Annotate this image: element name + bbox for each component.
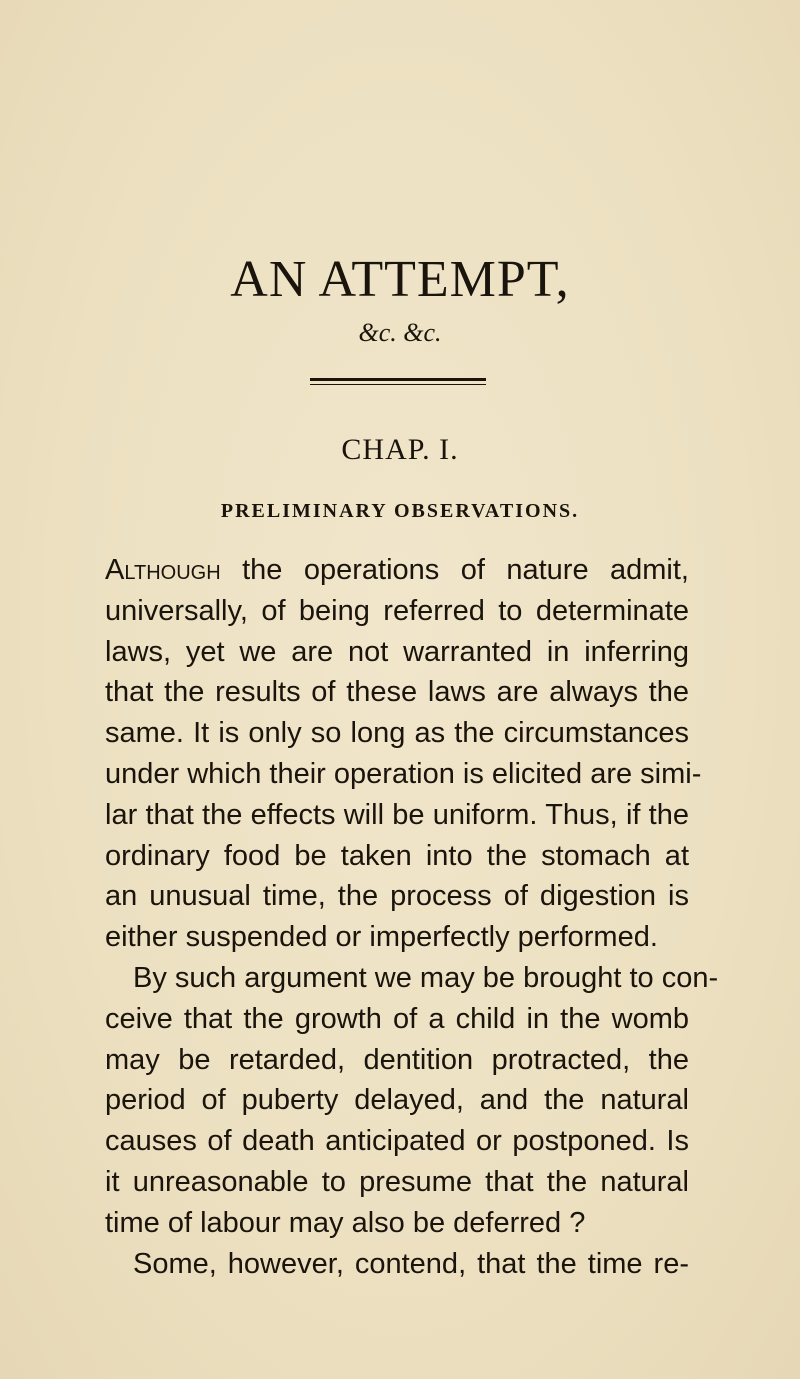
page-title: AN ATTEMPT, <box>230 251 570 308</box>
first-word: Although <box>105 554 221 586</box>
text-line: ordinary food be taken into the stomach at <box>105 839 689 872</box>
text-line: that the results of these laws are always the <box>105 676 689 709</box>
chapter-heading: CHAP. I. <box>341 433 459 466</box>
text-line: an unusual time, the process of digestion is <box>105 880 689 913</box>
divider-rule-thin <box>310 384 486 385</box>
text-line: period of puberty delayed, and the natural <box>105 1084 689 1117</box>
text-line: lar that the effects will be uniform. Thus, if the <box>105 798 689 831</box>
text-line: causes of death anticipated or postponed. Is <box>105 1125 689 1158</box>
text-line <box>105 550 689 591</box>
text-line: Some, however, contend, that the time re- <box>133 1247 689 1280</box>
text-line: laws, yet we are not warranted in inferring <box>105 635 689 668</box>
text-line-rest: the operations of nature admit, <box>220 554 689 586</box>
section-heading: PRELIMINARY OBSERVATIONS. <box>220 500 580 522</box>
text-line: it unreasonable to presume that the natural <box>105 1165 689 1198</box>
text-line: under which their operation is elicited are simi- <box>105 757 702 790</box>
divider-rule <box>310 378 486 381</box>
text-line: By such argument we may be brought to con- <box>133 961 719 994</box>
text-line: universally, of being referred to determinate <box>105 594 689 627</box>
text-line: ceive that the growth of a child in the womb <box>105 1002 689 1035</box>
text-line: either suspended or imperfectly performed. <box>105 921 658 954</box>
subtitle: &c. &c. <box>358 318 442 347</box>
text-line: same. It is only so long as the circumstances <box>105 717 689 750</box>
text-line: time of labour may also be deferred ? <box>105 1206 586 1239</box>
text-line: may be retarded, dentition protracted, the <box>105 1043 689 1076</box>
body-text <box>105 550 719 1284</box>
